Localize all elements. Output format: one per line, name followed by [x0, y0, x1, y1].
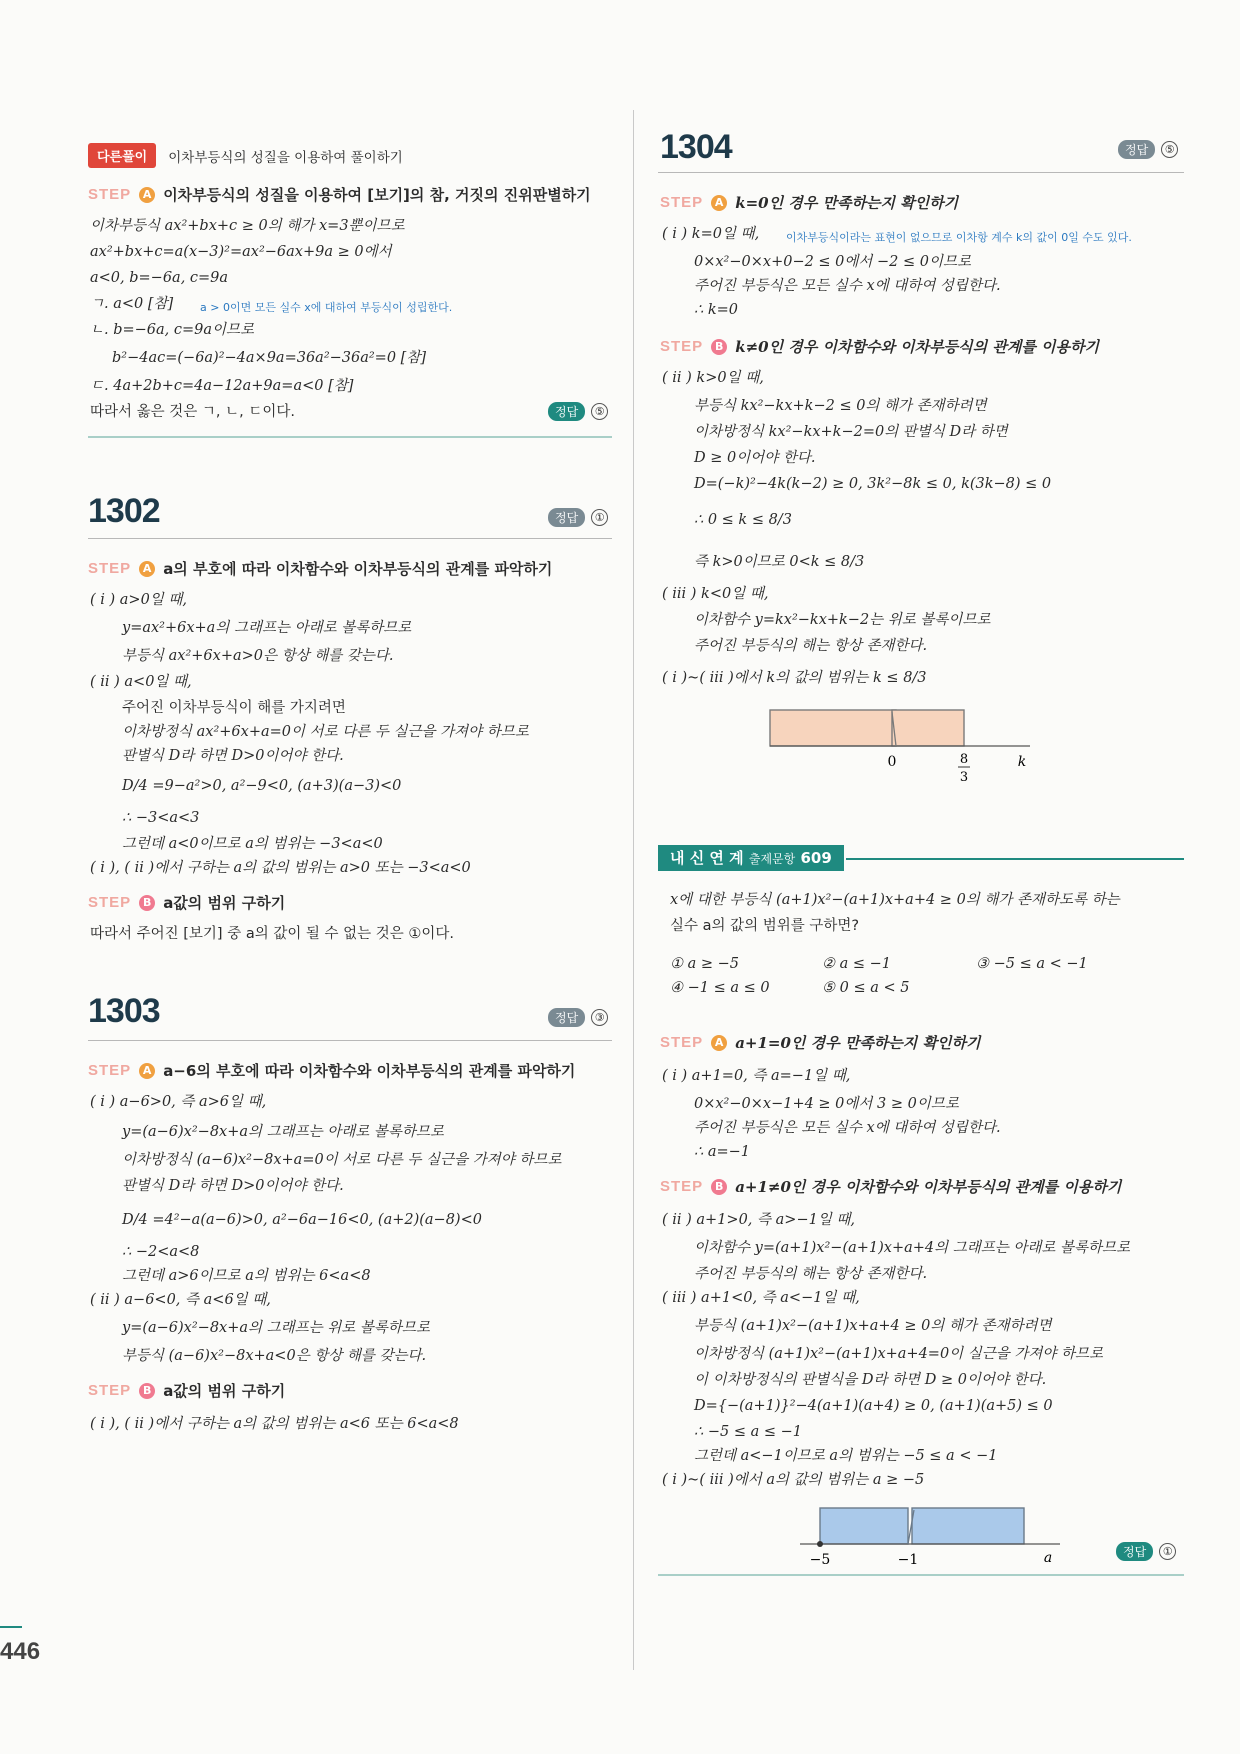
step-label: STEP: [88, 186, 132, 203]
step-title: a−6의 부호에 따라 이차함수와 이차부등식의 관계를 파악하기: [163, 1062, 576, 1080]
p1304-line: 이차함수 y=kx²−kx+k−2는 위로 볼록이므로: [694, 612, 991, 628]
step-title: a+1≠0인 경우 이차함수와 이차부등식의 관계를 이용하기: [735, 1178, 1122, 1196]
step-a-1303: [88, 1060, 575, 1081]
p1302-line: D/4 =9−a²>0, a²−9<0, (a+3)(a−3)<0: [122, 778, 402, 794]
answer-value: ⑤: [1161, 141, 1178, 158]
answer-1302: [548, 508, 608, 527]
p1302-line: 이차방정식 ax²+6x+a=0이 서로 다른 두 실근을 가져야 하므로: [122, 724, 529, 740]
answer-value: ③: [591, 1009, 608, 1026]
p1303-line: ( ii ) a−6<0, 즉 a<6일 때,: [90, 1292, 271, 1308]
p1303-line: 부등식 (a−6)x²−8x+a<0은 항상 해를 갖는다.: [122, 1348, 427, 1364]
step-title: a값의 범위 구하기: [163, 894, 286, 912]
region-right: [912, 1508, 1024, 1544]
choice-4: ④ −1 ≤ a ≤ 0: [670, 980, 770, 996]
step-b-1302: [88, 892, 285, 913]
naesin-line: ( i ) a+1=0, 즉 a=−1일 때,: [662, 1068, 851, 1084]
step-label: STEP: [88, 1062, 132, 1079]
p1302-line: 부등식 ax²+6x+a>0은 항상 해를 갖는다.: [122, 648, 394, 664]
step-badge: B: [711, 1179, 727, 1195]
alt-solution-label: 다른풀이: [88, 143, 156, 168]
step-label: STEP: [660, 1178, 704, 1195]
problem-number-1303: 1303: [88, 992, 160, 1030]
p1304-line: 0×x²−0×x+0−2 ≤ 0에서 −2 ≤ 0이므로: [694, 254, 972, 270]
p1304-line: ( i ) k=0일 때,: [662, 226, 760, 242]
step-a-1302: [88, 558, 552, 579]
p1302-line: ( i ) a>0일 때,: [90, 592, 188, 608]
step-title: a의 부호에 따라 이차함수와 이차부등식의 관계를 파악하기: [163, 560, 553, 578]
p1304-line: ( ii ) k>0일 때,: [662, 370, 764, 386]
axis-var-a: a: [1043, 1550, 1053, 1566]
naesin-header: [658, 845, 1184, 871]
alt-line: 이차부등식 ax²+bx+c ≥ 0의 해가 x=3뿐이므로: [90, 218, 405, 234]
naesin-label: [658, 845, 844, 871]
p1302-line: ( ii ) a<0일 때,: [90, 674, 192, 690]
alt-solution-title: 이차부등식의 성질을 이용하여 풀이하기: [168, 149, 403, 166]
problem-number-1304: 1304: [660, 128, 732, 166]
step-badge: A: [139, 1063, 155, 1079]
header-rule: [658, 172, 1184, 173]
step-a-609: [660, 1032, 980, 1053]
step-label: STEP: [660, 1034, 704, 1051]
choice-5: ⑤ 0 ≤ a < 5: [822, 980, 910, 996]
naesin-line: ( ii ) a+1>0, 즉 a>−1일 때,: [662, 1212, 856, 1228]
alt-solution-tag: [88, 143, 403, 168]
step-badge: A: [139, 561, 155, 577]
answer-1304: [1118, 140, 1178, 159]
p1304-line: 즉 k>0이므로 0<k ≤ 8/3: [694, 554, 865, 570]
step-title: a+1=0인 경우 만족하는지 확인하기: [735, 1034, 981, 1052]
step-b-1303: [88, 1380, 285, 1401]
step-label: STEP: [88, 1382, 132, 1399]
step-title: k=0인 경우 만족하는지 확인하기: [735, 194, 959, 212]
naesin-line: D={−(a+1)}²−4(a+1)(a+4) ≥ 0, (a+1)(a+5) ≤ 0: [694, 1398, 1053, 1414]
naesin-number: 609: [800, 849, 832, 867]
step-badge: B: [711, 339, 727, 355]
answer-pill: 정답: [1116, 1542, 1153, 1561]
naesin-line: 이차함수 y=(a+1)x²−(a+1)x+a+4의 그래프는 아래로 볼록하므로: [694, 1240, 1131, 1256]
column-divider: [633, 110, 634, 1670]
p1304-line: 부등식 kx²−kx+k−2 ≤ 0의 해가 존재하려면: [694, 398, 987, 414]
step-badge: B: [139, 1383, 155, 1399]
naesin-line: 부등식 (a+1)x²−(a+1)x+a+4 ≥ 0의 해가 존재하려면: [694, 1318, 1052, 1334]
p1302-conclusion: 따라서 주어진 [보기] 중 a의 값이 될 수 없는 것은 ①이다.: [90, 926, 455, 942]
step-label: STEP: [660, 194, 704, 211]
alt-line: a<0, b=−6a, c=9a: [90, 270, 229, 286]
p1304-line: 이차방정식 kx²−kx+k−2=0의 판별식 D라 하면: [694, 424, 1008, 440]
choice-2: ② a ≤ −1: [822, 956, 891, 972]
naesin-question: 실수 a의 값의 범위를 구하면?: [670, 918, 860, 934]
naesin-line: ( iii ) a+1<0, 즉 a<−1일 때,: [662, 1290, 860, 1306]
step-a-1304: [660, 192, 958, 213]
tick-8: 8: [959, 752, 969, 767]
naesin-line: 0×x²−0×x−1+4 ≥ 0에서 3 ≥ 0이므로: [694, 1096, 959, 1112]
page-number-rule: [0, 1626, 22, 1628]
p1303-line: y=(a−6)x²−8x+a의 그래프는 아래로 볼록하므로: [122, 1124, 444, 1140]
p1304-note: 이차부등식이라는 표현이 없으므로 이차항 계수 k의 값이 0일 수도 있다.: [786, 231, 1132, 244]
number-line-1304: [760, 700, 1040, 790]
answer-pill: 정답: [1118, 140, 1155, 159]
naesin-rule: [846, 858, 1184, 860]
tick-3: 3: [959, 770, 969, 785]
number-line-609: [790, 1500, 1070, 1570]
region-left: [820, 1508, 908, 1544]
alt-line: ax²+bx+c=a(x−3)²=ax²−6ax+9a ≥ 0에서: [90, 244, 392, 260]
p1303-line: 이차방정식 (a−6)x²−8x+a=0이 서로 다른 두 실근을 가져야 하므로: [122, 1152, 562, 1168]
step-label: STEP: [660, 338, 704, 355]
step-title: k≠0인 경우 이차함수와 이차부등식의 관계를 이용하기: [735, 338, 1099, 356]
p1304-line: ( i )~( iii )에서 k의 값의 범위는 k ≤ 8/3: [662, 670, 927, 686]
naesin-line: ∴ −5 ≤ a ≤ −1: [694, 1424, 802, 1440]
page-number: 446: [0, 1638, 41, 1665]
p1304-line: 주어진 부등식의 해는 항상 존재한다.: [694, 638, 928, 654]
naesin-line: 주어진 부등식은 모든 실수 x에 대하여 성립한다.: [694, 1120, 1001, 1136]
p1302-line: y=ax²+6x+a의 그래프는 아래로 볼록하므로: [122, 620, 412, 636]
answer-609: [1116, 1542, 1176, 1561]
axis-var-k: k: [1017, 754, 1027, 770]
choice-3: ③ −5 ≤ a < −1: [976, 956, 1088, 972]
p1302-line: 그런데 a<0이므로 a의 범위는 −3<a<0: [122, 836, 383, 852]
answer-value: ①: [1159, 1543, 1176, 1560]
alt-note: a > 0이면 모든 실수 x에 대하여 부등식이 성립한다.: [200, 301, 453, 314]
region-left: [770, 710, 896, 746]
step-badge: B: [139, 895, 155, 911]
alt-line: ㄷ. 4a+2b+c=4a−12a+9a=a<0 [참]: [90, 378, 354, 394]
p1303-line: 그런데 a>6이므로 a의 범위는 6<a<8: [122, 1268, 371, 1284]
step-badge: A: [711, 195, 727, 211]
tick-0: 0: [887, 754, 897, 770]
p1304-line: D ≥ 0이어야 한다.: [694, 450, 816, 466]
alt-answer: [548, 402, 608, 421]
p1302-line: ∴ −3<a<3: [122, 810, 200, 826]
p1304-line: ∴ k=0: [694, 302, 738, 318]
section-rule: [88, 436, 612, 438]
p1304-line: ∴ 0 ≤ k ≤ 8/3: [694, 512, 792, 528]
p1302-line: ( i ), ( ii )에서 구하는 a의 값의 범위는 a>0 또는 −3<a<0: [90, 860, 471, 876]
p1303-line: D/4 =4²−a(a−6)>0, a²−6a−16<0, (a+2)(a−8)<0: [122, 1212, 482, 1228]
step-badge: A: [711, 1035, 727, 1051]
naesin-title: 내 신 연 계: [670, 849, 744, 867]
alt-step-a: [88, 184, 591, 205]
alt-line: 따라서 옳은 것은 ㄱ, ㄴ, ㄷ이다.: [90, 404, 295, 420]
naesin-line: ( i )~( iii )에서 a의 값의 범위는 a ≥ −5: [662, 1472, 925, 1488]
p1303-line: ( i ) a−6>0, 즉 a>6일 때,: [90, 1094, 267, 1110]
alt-line: ㄱ. a<0 [참]: [90, 296, 174, 312]
naesin-line: 그런데 a<−1이므로 a의 범위는 −5 ≤ a < −1: [694, 1448, 998, 1464]
header-rule: [88, 1040, 612, 1041]
p1304-line: ( iii ) k<0일 때,: [662, 586, 769, 602]
step-label: STEP: [88, 894, 132, 911]
step-title: a값의 범위 구하기: [163, 1382, 286, 1400]
p1303-line: ∴ −2<a<8: [122, 1244, 200, 1260]
alt-line: b²−4ac=(−6a)²−4a×9a=36a²−36a²=0 [참]: [112, 350, 426, 366]
p1303-line: 판별식 D라 하면 D>0이어야 한다.: [122, 1178, 344, 1194]
p1304-line: 주어진 부등식은 모든 실수 x에 대하여 성립한다.: [694, 278, 1001, 294]
p1302-line: 판별식 D라 하면 D>0이어야 한다.: [122, 748, 344, 764]
section-rule: [658, 1574, 1184, 1576]
naesin-line: 주어진 부등식의 해는 항상 존재한다.: [694, 1266, 928, 1282]
naesin-question: x에 대한 부등식 (a+1)x²−(a+1)x+a+4 ≥ 0의 해가 존재하도록 하는: [670, 892, 1120, 908]
p1302-line: 주어진 이차부등식이 해를 가지려면: [122, 700, 346, 716]
region-right: [892, 710, 964, 746]
step-badge: A: [139, 187, 155, 203]
closed-point: [817, 1541, 823, 1547]
answer-pill: 정답: [548, 508, 585, 527]
answer-pill: 정답: [548, 1008, 585, 1027]
answer-pill: 정답: [548, 402, 585, 421]
step-b-609: [660, 1176, 1121, 1197]
p1303-conclusion: ( i ), ( ii )에서 구하는 a의 값의 범위는 a<6 또는 6<a<8: [90, 1416, 459, 1432]
alt-line: ㄴ. b=−6a, c=9a이므로: [90, 322, 255, 338]
p1304-line: D=(−k)²−4k(k−2) ≥ 0, 3k²−8k ≤ 0, k(3k−8) ≤ 0: [694, 476, 1052, 492]
problem-number-1302: 1302: [88, 492, 160, 530]
naesin-line: 이 이차방정식의 판별식을 D라 하면 D ≥ 0이어야 한다.: [694, 1372, 1047, 1388]
header-rule: [88, 538, 612, 539]
answer-value: ①: [591, 509, 608, 526]
choice-1: ① a ≥ −5: [670, 956, 739, 972]
naesin-line: 이차방정식 (a+1)x²−(a+1)x+a+4=0이 실근을 가져야 하므로: [694, 1346, 1104, 1362]
answer-1303: [548, 1008, 608, 1027]
naesin-line: ∴ a=−1: [694, 1144, 751, 1160]
naesin-subtitle: 출제문항: [748, 852, 796, 866]
p1303-line: y=(a−6)x²−8x+a의 그래프는 위로 볼록하므로: [122, 1320, 430, 1336]
tick-neg5: −5: [809, 1552, 831, 1568]
step-title: 이차부등식의 성질을 이용하여 [보기]의 참, 거짓의 진위판별하기: [163, 186, 591, 204]
answer-value: ⑤: [591, 403, 608, 420]
step-b-1304: [660, 336, 1099, 357]
step-label: STEP: [88, 560, 132, 577]
tick-neg1: −1: [897, 1552, 919, 1568]
